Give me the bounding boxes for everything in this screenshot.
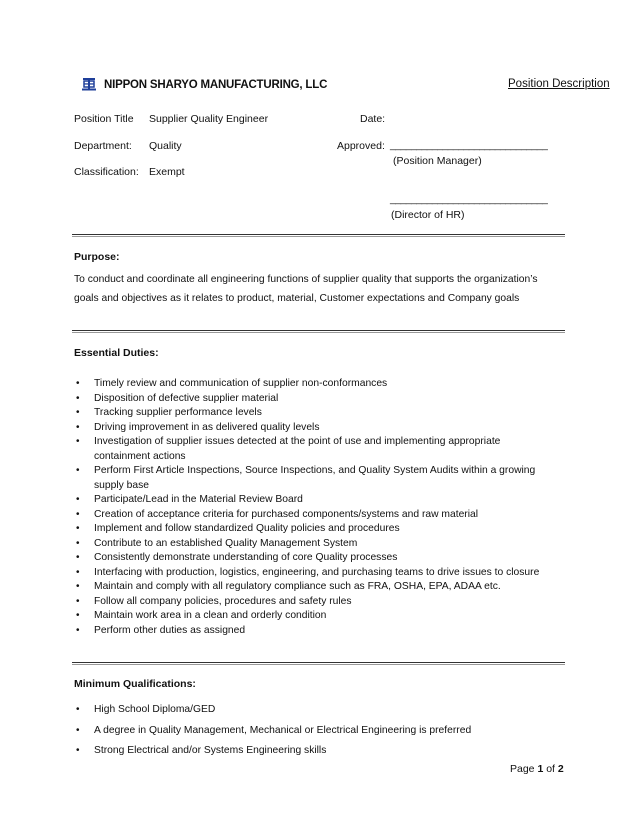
company-logo-icon <box>82 77 96 91</box>
section-divider <box>72 234 565 237</box>
duty-item-text: Disposition of defective supplier material <box>94 392 279 404</box>
bullet-icon: • <box>76 566 80 578</box>
position-title-label: Position Title <box>74 113 134 125</box>
duty-item <box>74 392 539 407</box>
duty-item <box>74 406 539 421</box>
bullet-icon: • <box>76 595 80 607</box>
bullet-icon: • <box>76 436 80 447</box>
duty-item <box>74 624 539 639</box>
duty-item <box>74 609 539 624</box>
duty-item-text: Implement and follow standardized Quality policies and procedures <box>94 523 400 534</box>
duty-item <box>74 551 539 566</box>
duty-item <box>74 580 539 595</box>
document-type-title: Position Description <box>508 78 610 90</box>
duty-item <box>74 522 539 537</box>
bullet-icon: • <box>76 523 80 534</box>
hr-signature-line: ______________________________ <box>390 193 548 205</box>
page-prefix: Page <box>510 763 538 775</box>
bullet-icon: • <box>76 610 80 621</box>
bullet-icon: • <box>76 552 80 563</box>
bullet-icon: • <box>76 581 80 592</box>
duty-item-text: Maintain work area in a clean and orderly condition <box>94 610 327 621</box>
company-name: NIPPON SHARYO MANUFACTURING, LLC <box>104 79 328 91</box>
qualification-item-text: A degree in Quality Management, Mechanical or Electrical Engineering is preferred <box>94 724 472 736</box>
essential-duties-list <box>74 377 539 638</box>
purpose-text-line-2: goals and objectives as it relates to product, material, Customer expectations and Company goals <box>74 293 520 304</box>
qualification-item <box>74 744 471 759</box>
bullet-icon: • <box>76 704 80 715</box>
duty-item-text: Perform First Article Inspections, Source Inspections, and Quality System Audits within a growing <box>94 465 536 476</box>
bullet-icon: • <box>76 537 80 549</box>
bullet-icon: • <box>76 624 80 636</box>
duty-item-text: Creation of acceptance criteria for purchased components/systems and raw material <box>94 508 479 520</box>
duty-item-text: Consistently demonstrate understanding of core Quality processes <box>94 552 398 563</box>
duty-item <box>74 464 539 493</box>
bullet-icon: • <box>76 465 80 476</box>
classification-value: Exempt <box>149 166 185 178</box>
duty-item-text: supply base <box>94 479 149 491</box>
bullet-icon: • <box>76 392 80 404</box>
duty-item-text: Perform other duties as assigned <box>94 624 246 636</box>
approved-label: Approved: <box>337 140 385 152</box>
section-divider <box>72 662 565 665</box>
duty-item <box>74 595 539 610</box>
essential-duties-heading: Essential Duties: <box>74 347 159 359</box>
purpose-text-line-1: To conduct and coordinate all engineering functions of supplier quality that supports the organization’s <box>74 274 538 285</box>
duty-item <box>74 421 539 436</box>
duty-item <box>74 566 539 581</box>
page-of: of <box>543 763 558 775</box>
bullet-icon: • <box>76 378 80 389</box>
bullet-icon: • <box>76 407 80 418</box>
qualification-item <box>74 703 471 718</box>
department-label: Department: <box>74 140 132 152</box>
qualification-item <box>74 724 471 739</box>
qualifications-list <box>74 703 471 765</box>
position-manager-caption: (Position Manager) <box>393 155 482 167</box>
purpose-heading: Purpose: <box>74 251 120 263</box>
approval-signature-line: ______________________________ <box>390 139 548 151</box>
date-label: Date: <box>360 113 386 125</box>
classification-label: Classification: <box>74 166 139 178</box>
bullet-icon: • <box>76 724 80 736</box>
duty-item-text: Follow all company policies, procedures and safety rules <box>94 595 352 607</box>
director-hr-caption: (Director of HR) <box>391 209 465 221</box>
duty-item-text: Tracking supplier performance levels <box>94 407 262 418</box>
page-total: 2 <box>557 763 564 775</box>
duty-item-text: Interfacing with production, logistics, engineering, and purchasing teams to drive issues to closure <box>94 566 540 578</box>
bullet-icon: • <box>76 745 80 756</box>
position-title-value: Supplier Quality Engineer <box>149 113 269 125</box>
duty-item <box>74 508 539 523</box>
duty-item-text: Participate/Lead in the Material Review Board <box>94 494 303 505</box>
qualifications-heading: Minimum Qualifications: <box>74 678 196 690</box>
duty-item <box>74 377 539 392</box>
duty-item-text: Contribute to an established Quality Management System <box>94 537 358 549</box>
duty-item <box>74 537 539 552</box>
bullet-icon: • <box>76 508 80 520</box>
duty-item-text: Timely review and communication of supplier non-conformances <box>94 378 388 389</box>
duty-item <box>74 493 539 508</box>
qualification-item-text: Strong Electrical and/or Systems Engineering skills <box>94 745 327 756</box>
duty-item-text: Maintain and comply with all regulatory compliance such as FRA, OSHA, EPA, ADAA etc. <box>94 581 501 592</box>
duty-item-text: Investigation of supplier issues detected at the point of use and implementing appropriate <box>94 436 501 447</box>
bullet-icon: • <box>76 421 80 433</box>
duty-item-text: containment actions <box>94 450 186 462</box>
duty-item-text: Driving improvement in as delivered quality levels <box>94 421 320 433</box>
page-number <box>510 763 564 776</box>
department-value: Quality <box>149 140 182 152</box>
section-divider <box>72 330 565 333</box>
qualification-item-text: High School Diploma/GED <box>94 704 216 715</box>
bullet-icon: • <box>76 494 80 505</box>
duty-item <box>74 435 539 464</box>
page-current: 1 <box>537 763 544 775</box>
